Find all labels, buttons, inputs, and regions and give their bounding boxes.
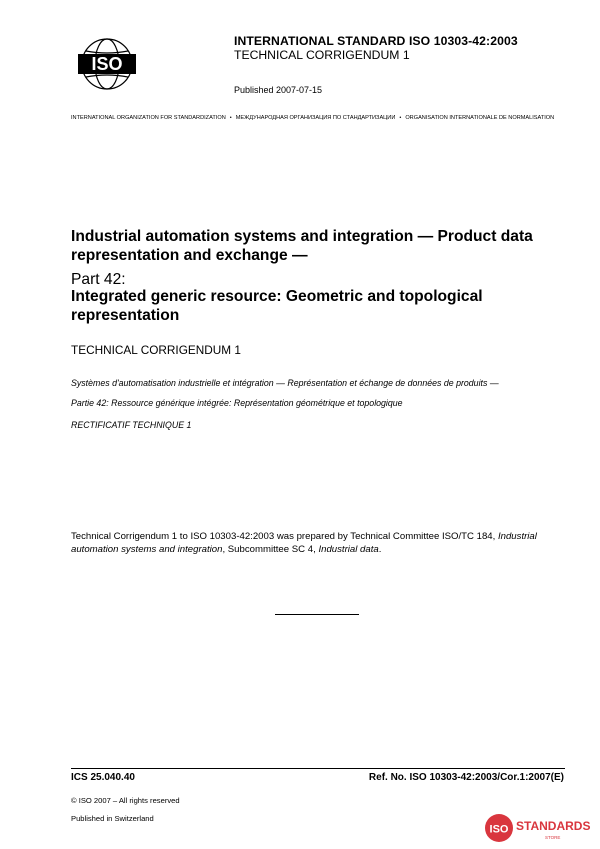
standard-title: INTERNATIONAL STANDARD ISO 10303-42:2003 (234, 34, 518, 48)
french-rectificatif: RECTIFICATIF TECHNIQUE 1 (71, 420, 192, 430)
body-text-segment: Technical Corrigendum 1 to ISO 10303-42:2003 was prepared by Technical Committee ISO/TC 184, (71, 531, 498, 542)
ics-code: ICS 25.040.40 (71, 772, 135, 783)
footer-divider (71, 768, 565, 769)
org-name-ru: МЕЖДУНАРОДНАЯ ОРГАНИЗАЦИЯ ПО СТАНДАРТИЗАЦИИ (235, 115, 396, 121)
committee-name: Industrial automation systems and integration (71, 531, 537, 555)
copyright-notice: © ISO 2007 – All rights reserved (71, 796, 180, 805)
iso-logo (75, 37, 139, 91)
part-title: Integrated generic resource: Geometric and topological representation (71, 288, 483, 324)
organization-names (71, 115, 554, 121)
body-text-segment: . (378, 543, 382, 555)
french-part-title: Partie 42: Ressource générique intégrée: Représentation géométrique et topologique (71, 398, 403, 408)
reference-number: Ref. No. ISO 10303-42:2003/Cor.1:2007(E) (368, 772, 564, 783)
french-title: Systèmes d'automatisation industrielle et intégration — Représentation et échange de données de produits — (71, 378, 499, 388)
svg-text:STANDARDS: STANDARDS (516, 819, 591, 833)
bullet-separator: • (229, 115, 232, 121)
svg-text:ISO: ISO (91, 54, 123, 74)
body-paragraph (71, 531, 566, 556)
divider (275, 614, 359, 615)
svg-text:ISO: ISO (489, 823, 509, 836)
org-name-fr: ORGANISATION INTERNATIONALE DE NORMALISATION (405, 115, 555, 121)
published-in: Published in Switzerland (71, 814, 154, 823)
part-number: Part 42: (71, 271, 126, 288)
org-name-en: INTERNATIONAL ORGANIZATION FOR STANDARDIZATION (71, 115, 226, 121)
body-text-segment: , Subcommittee SC 4, (222, 543, 319, 555)
technical-corrigendum-heading: TECHNICAL CORRIGENDUM 1 (71, 343, 241, 357)
iso-standards-store-logo (483, 812, 593, 844)
document-title: Industrial automation systems and integration — Product data representation and exchange — (71, 228, 533, 264)
svg-text:STORE: STORE (545, 835, 561, 840)
bullet-separator: • (399, 115, 402, 121)
corrigendum-label: TECHNICAL CORRIGENDUM 1 (234, 48, 410, 62)
subcommittee-name: Industrial data (318, 543, 379, 555)
published-date: Published 2007-07-15 (234, 85, 323, 95)
